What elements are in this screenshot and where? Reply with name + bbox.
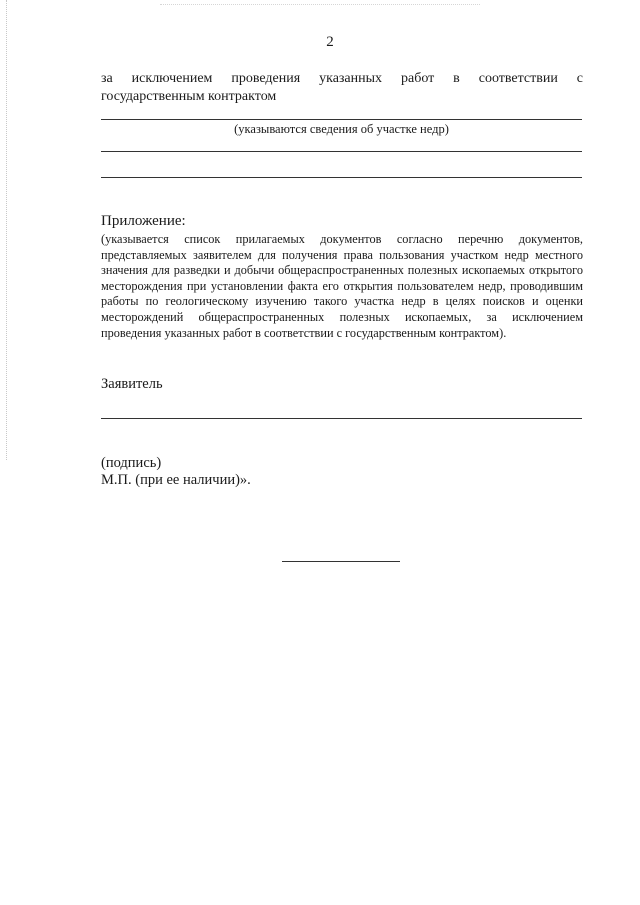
appendix-description: (указывается список прилагаемых документов согласно перечню документов, представляемых заявителем для получения права пользования участком недр местного значения для разведки и добычи общераспространенных полезных ископаемых открытого месторождения при установлении факта его открытия пользователем недр, проводившим работы по геологическому изучению такого участка недр в целях поисков и оценки месторождений общераспространенных полезных ископаемых, за исключением проведения указанных работ в соответствии с государственным контрактом). xyxy=(101,232,583,340)
blank-line-2 xyxy=(101,177,582,178)
applicant-line xyxy=(101,418,582,419)
intro-line-1: за исключением проведения указанных работ в соответствии с xyxy=(101,71,583,86)
stamp-label: М.П. (при ее наличии)». xyxy=(101,472,251,488)
end-divider xyxy=(282,561,400,562)
blank-line-1 xyxy=(101,151,582,152)
subsoil-info-line xyxy=(101,119,582,120)
intro-line-2: государственным контрактом xyxy=(101,89,277,104)
appendix-heading: Приложение: xyxy=(101,213,186,229)
scan-margin-artifact xyxy=(6,0,8,460)
applicant-label: Заявитель xyxy=(101,376,163,392)
page-number: 2 xyxy=(326,34,334,50)
signature-label: (подпись) xyxy=(101,455,162,471)
subsoil-info-caption: (указываются сведения об участке недр) xyxy=(234,122,449,136)
scan-edge-artifact xyxy=(160,4,480,5)
